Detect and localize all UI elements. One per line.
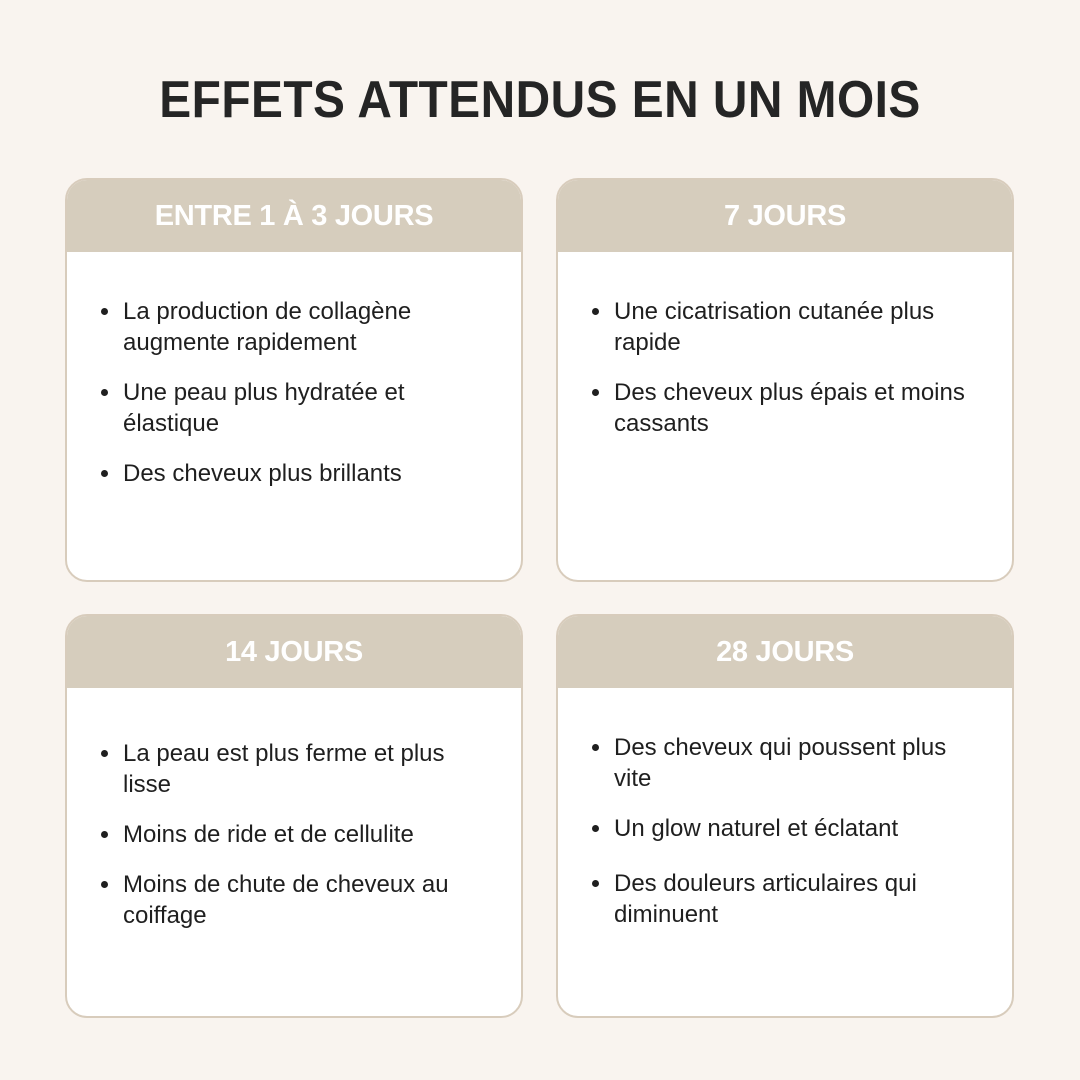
list-item-text: La production de collagène augmente rapidement	[123, 298, 412, 356]
list-item-text: Des douleurs articulaires qui diminuent	[614, 870, 917, 928]
list-item	[123, 296, 491, 358]
bullet-icon	[592, 825, 599, 832]
list-item	[614, 732, 982, 794]
bullet-icon	[101, 389, 108, 396]
card-heading: 14 JOURS	[225, 635, 363, 668]
list-item-text: La peau est plus ferme et plus lisse	[123, 740, 445, 798]
bullet-icon	[101, 470, 108, 477]
card-header	[558, 616, 1012, 688]
card-heading: 28 JOURS	[716, 635, 854, 668]
list-item	[123, 458, 491, 489]
bullet-icon	[592, 880, 599, 887]
list-item	[123, 819, 491, 850]
bullet-icon	[592, 744, 599, 751]
card-28-jours	[556, 614, 1014, 1018]
bullet-icon	[101, 308, 108, 315]
list-item-text: Des cheveux plus brillants	[123, 460, 402, 487]
list-item	[614, 868, 982, 930]
list-item-text: Une peau plus hydratée et élastique	[123, 379, 405, 437]
list-item-text: Moins de chute de cheveux au coiffage	[123, 871, 449, 929]
card-header	[558, 180, 1012, 252]
card-header	[67, 180, 521, 252]
card-14-jours	[65, 614, 523, 1018]
bullet-icon	[101, 831, 108, 838]
bullet-icon	[101, 881, 108, 888]
effects-list	[123, 296, 491, 508]
list-item-text: Moins de ride et de cellulite	[123, 821, 414, 848]
list-item	[614, 377, 982, 439]
card-header	[67, 616, 521, 688]
list-item-text: Une cicatrisation cutanée plus rapide	[614, 298, 935, 356]
list-item	[123, 869, 491, 931]
card-7-jours	[556, 178, 1014, 582]
card-heading: 7 JOURS	[724, 199, 846, 232]
card-1-3-jours	[65, 178, 523, 582]
card-heading: ENTRE 1 À 3 JOURS	[154, 199, 434, 232]
list-item	[123, 377, 491, 439]
list-item-text: Des cheveux qui poussent plus vite	[614, 734, 947, 792]
effects-list	[123, 738, 491, 950]
effects-list	[614, 296, 982, 458]
bullet-icon	[592, 308, 599, 315]
list-item	[123, 738, 491, 800]
bullet-icon	[101, 750, 108, 757]
page-title: EFFETS ATTENDUS EN UN MOIS	[159, 71, 921, 129]
list-item	[614, 296, 982, 358]
list-item	[614, 813, 982, 844]
list-item-text: Des cheveux plus épais et moins cassants	[614, 379, 965, 437]
effects-list	[614, 732, 982, 949]
list-item-text: Un glow naturel et éclatant	[614, 815, 899, 842]
bullet-icon	[592, 389, 599, 396]
